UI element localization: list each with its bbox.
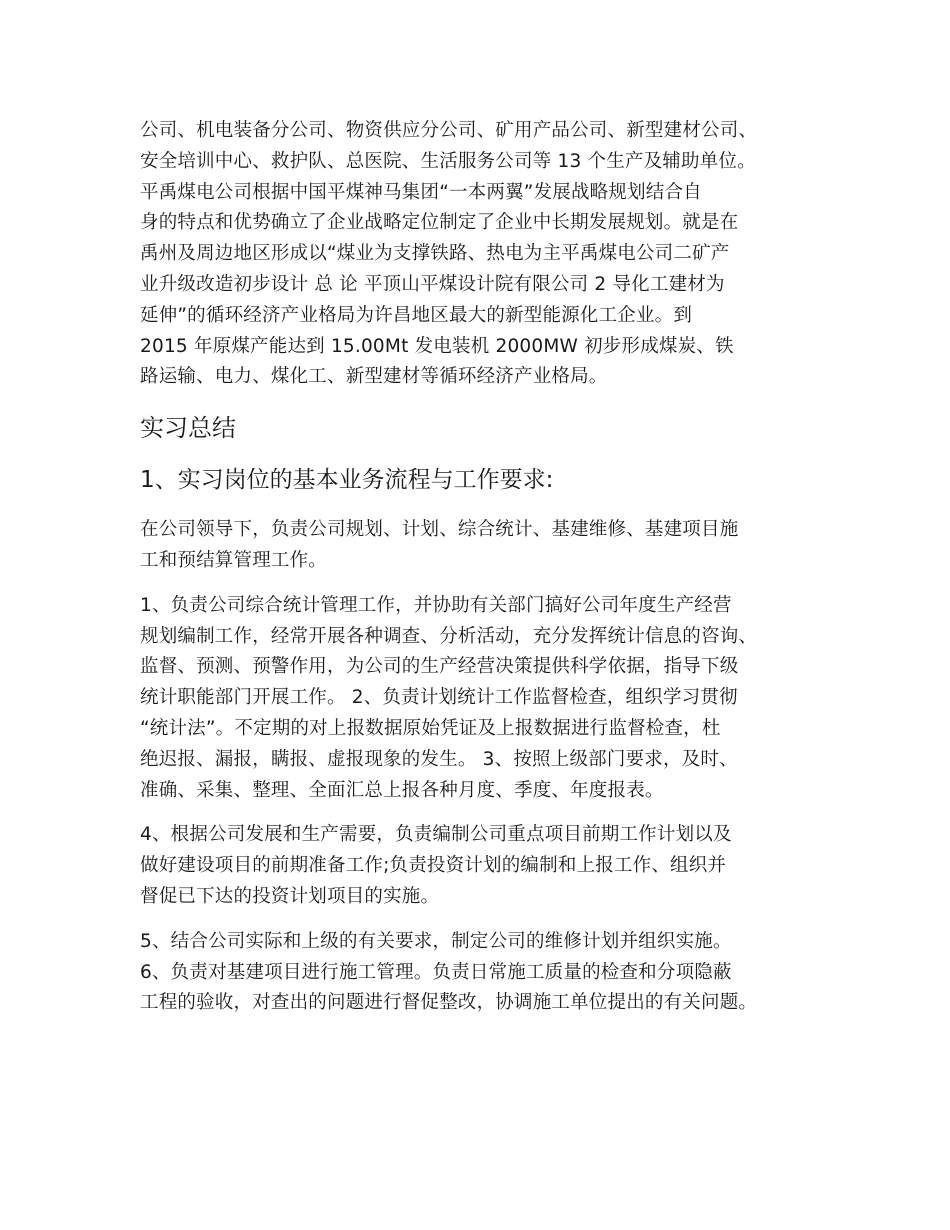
text-line: 4、根据公司发展和生产需要，负责编制公司重点项目前期工作计划以及 xyxy=(140,824,732,846)
text-line: 身的特点和优势确立了企业战略定位制定了企业中长期发展规划。就是在 xyxy=(140,212,739,234)
body-paragraph xyxy=(140,591,830,807)
text-line: 5、结合公司实际和上级的有关要求，制定公司的维修计划并组织实施。 xyxy=(140,930,732,952)
text-line: 2015 年原煤产能达到 15.00Mt 发电装机 2000MW 初步形成煤炭、铁 xyxy=(140,335,734,357)
body-paragraph xyxy=(140,515,830,577)
subsection-heading: 1、实习岗位的基本业务流程与工作要求: xyxy=(140,467,554,494)
text-line: 督促已下达的投资计划项目的实施。 xyxy=(140,885,440,907)
text-line: 1、负责公司综合统计管理工作，并协助有关部门搞好公司年度生产经营 xyxy=(140,594,732,616)
text-line: 安全培训中心、救护队、总医院、生活服务公司等 13 个生产及辅助单位。 xyxy=(140,150,756,172)
text-line: 在公司领导下，负责公司规划、计划、综合统计、基建维修、基建项目施 xyxy=(140,519,739,541)
text-line: 公司、机电装备分公司、物资供应分公司、矿用产品公司、新型建材公司、 xyxy=(140,120,758,141)
document-body xyxy=(140,116,830,1019)
text-line: 6、负责对基建项目进行施工管理。负责日常施工质量的检查和分项隐蔽 xyxy=(140,961,732,983)
text-line: 平禹煤电公司根据中国平煤神马集团“一本两翼”发展战略规划结合自 xyxy=(140,181,702,203)
body-paragraph xyxy=(140,820,830,912)
intro-paragraph xyxy=(140,116,830,393)
text-line: 准确、采集、整理、全面汇总上报各种月度、季度、年度报表。 xyxy=(140,779,664,801)
text-line: 路运输、电力、煤化工、新型建材等循环经济产业格局。 xyxy=(140,366,608,388)
text-line: “统计法”。不定期的对上报数据原始凭证及上报数据进行监督检查，杜 xyxy=(140,717,721,739)
text-line: 做好建设项目的前期准备工作;负责投资计划的编制和上报工作、组织并 xyxy=(140,855,727,877)
text-line: 业升级改造初步设计 总 论 平顶山平煤设计院有限公司 2 导化工建材为 xyxy=(140,273,725,295)
text-line: 规划编制工作，经常开展各种调查、分析活动，充分发挥统计信息的咨询、 xyxy=(140,625,758,647)
text-line: 工和预结算管理工作。 xyxy=(140,549,328,571)
body-paragraph xyxy=(140,927,830,1019)
text-line: 绝迟报、漏报，瞒报、虚报现象的发生。 3、按照上级部门要求，及时、 xyxy=(140,748,738,770)
text-line: 工程的验收，对查出的问题进行督促整改，协调施工单位提出的有关问题。 xyxy=(140,992,758,1014)
text-line: 禹州及周边地区形成以“煤业为支撑铁路、热电为主平禹煤电公司二矿产 xyxy=(140,243,730,265)
section-heading: 实习总结 xyxy=(140,414,236,443)
text-line: 监督、预测、预警作用，为公司的生产经营决策提供科学依据，指导下级 xyxy=(140,656,739,678)
text-line: 统计职能部门开展工作。 2、负责计划统计工作监督检查，组织学习贯彻 xyxy=(140,687,738,709)
text-line: 延伸”的循环经济产业格局为许昌地区最大的新型能源化工企业。到 xyxy=(140,304,693,326)
